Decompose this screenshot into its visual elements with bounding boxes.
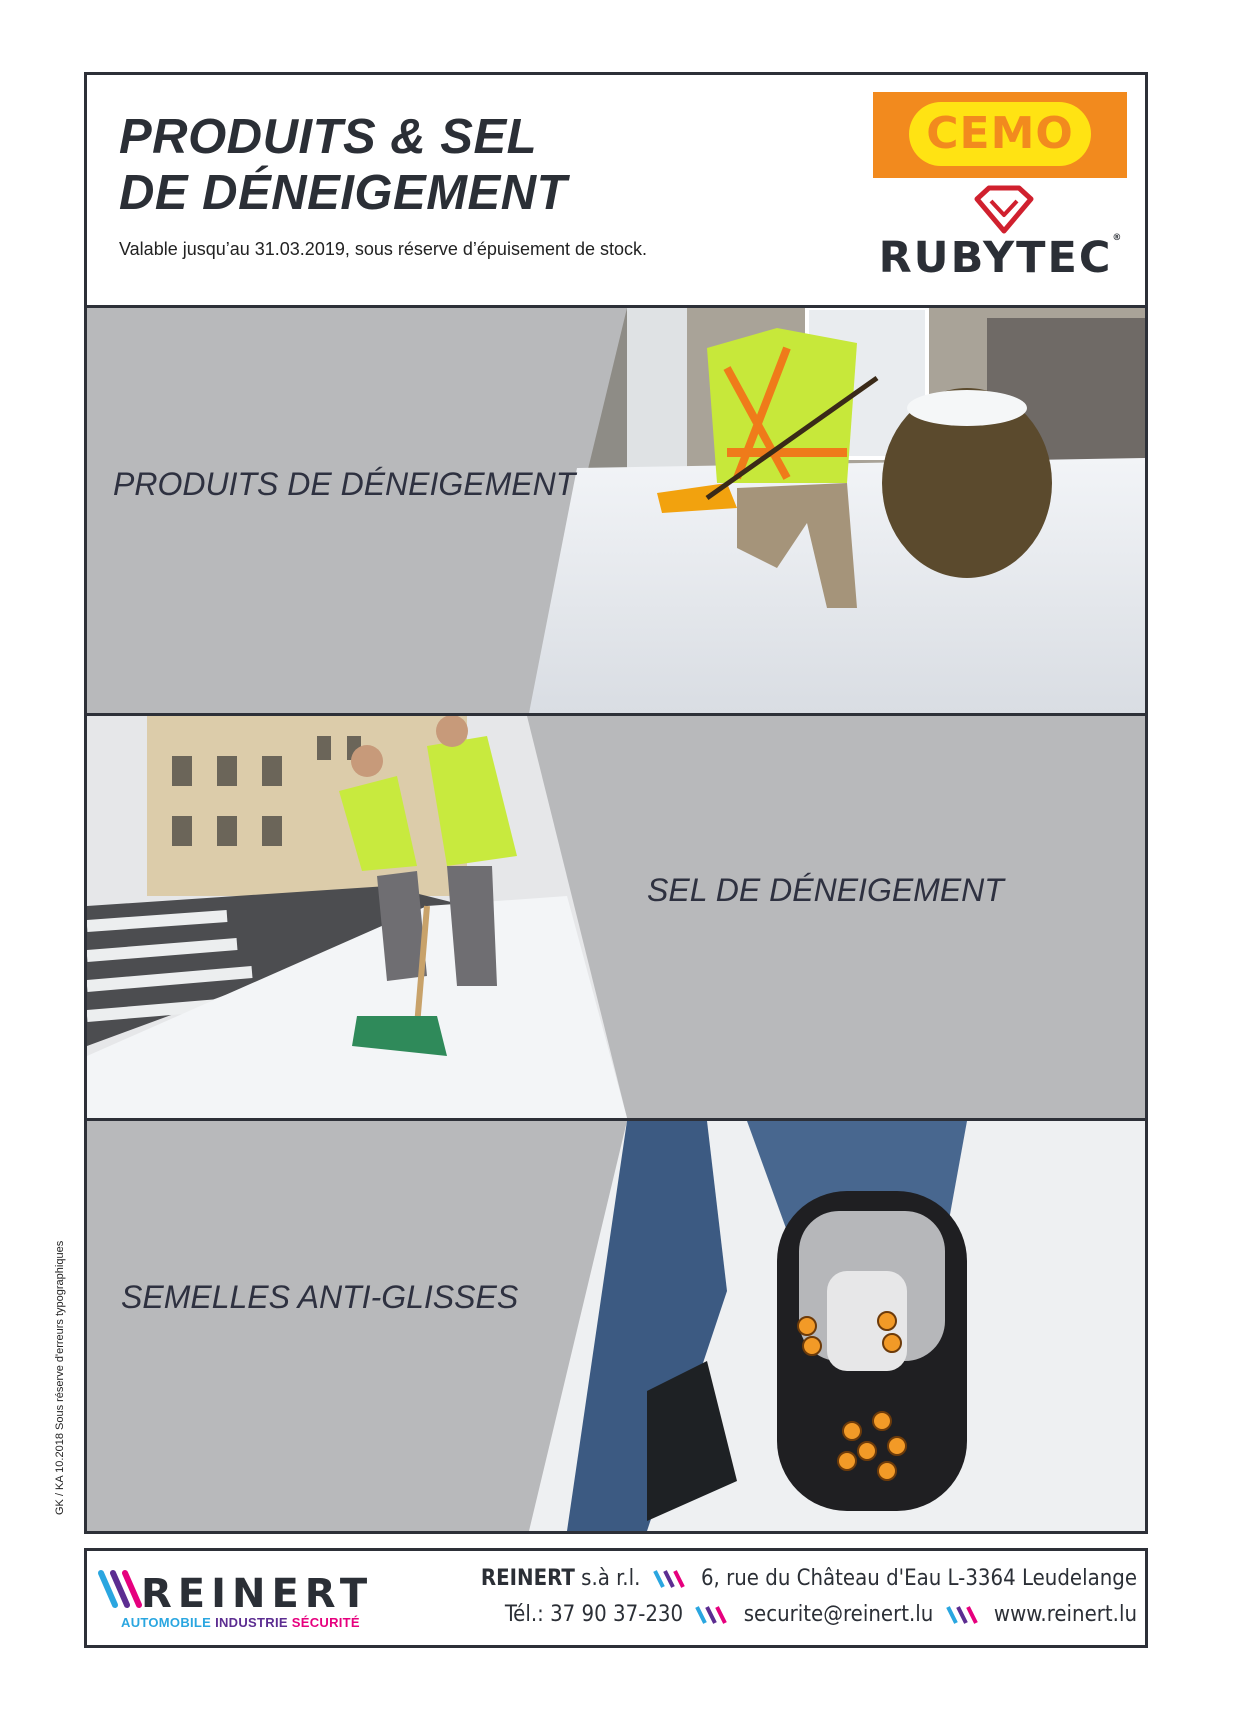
tagline-securite: SÉCURITÉ (291, 1615, 360, 1630)
reinert-logo (97, 1565, 397, 1615)
tagline-automobile: AUTOMOBILE (121, 1615, 212, 1630)
panel-anti-slip (87, 1118, 1145, 1531)
company-suffix: s.à r.l. (581, 1566, 641, 1591)
ruby-gem-icon (971, 185, 1037, 235)
panel-label-snow-products: PRODUITS DE DÉNEIGEMENT (113, 466, 576, 502)
salt-spreading-workers-photo (87, 716, 1145, 1118)
title-line-1: PRODUITS & SEL (119, 110, 538, 164)
cemo-logo (873, 92, 1127, 178)
rubytec-logo-text: RUBYTEC (878, 233, 1113, 283)
company-name: REINERT (480, 1566, 575, 1591)
validity-note: Valable jusqu’au 31.03.2019, sous réserve d’épuisement de stock. (119, 239, 648, 259)
contact-block (481, 1561, 1137, 1633)
page-title (119, 109, 567, 221)
contact-line (481, 1597, 1137, 1633)
flyer-frame (84, 72, 1148, 1534)
website-link[interactable]: www.reinert.lu (993, 1602, 1137, 1627)
reinert-tagline (121, 1615, 360, 1630)
stripes-icon (653, 1569, 689, 1589)
stripes-icon (946, 1605, 982, 1625)
cemo-logo-text: CEMO (909, 102, 1091, 166)
address: 6, rue du Château d'Eau L-3364 Leudelange (700, 1566, 1137, 1591)
typographic-disclaimer: GK / KA 10.2018 Sous réserve d'erreurs typographiques (54, 1240, 66, 1515)
rubytec-logo (873, 233, 1127, 283)
registered-mark: ® (1112, 233, 1122, 243)
tagline-industrie: INDUSTRIE (215, 1615, 288, 1630)
panel-label-snow-salt: SEL DE DÉNEIGEMENT (647, 872, 1004, 908)
stripes-icon (695, 1605, 731, 1625)
snow-shovel-worker-photo (87, 308, 1145, 713)
anti-slip-sole-photo (87, 1121, 1145, 1531)
title-line-2: DE DÉNEIGEMENT (119, 166, 568, 220)
reinert-logo-text: REINERT (141, 1571, 374, 1615)
panel-snow-salt (87, 713, 1145, 1118)
panel-label-anti-slip: SEMELLES ANTI-GLISSES (121, 1279, 519, 1315)
phone: Tél.: 37 90 37-230 (504, 1602, 684, 1627)
panel-snow-products (87, 308, 1145, 713)
email-link[interactable]: securite@reinert.lu (743, 1602, 934, 1627)
header (87, 75, 1145, 308)
footer (84, 1548, 1148, 1648)
address-line (481, 1561, 1137, 1597)
